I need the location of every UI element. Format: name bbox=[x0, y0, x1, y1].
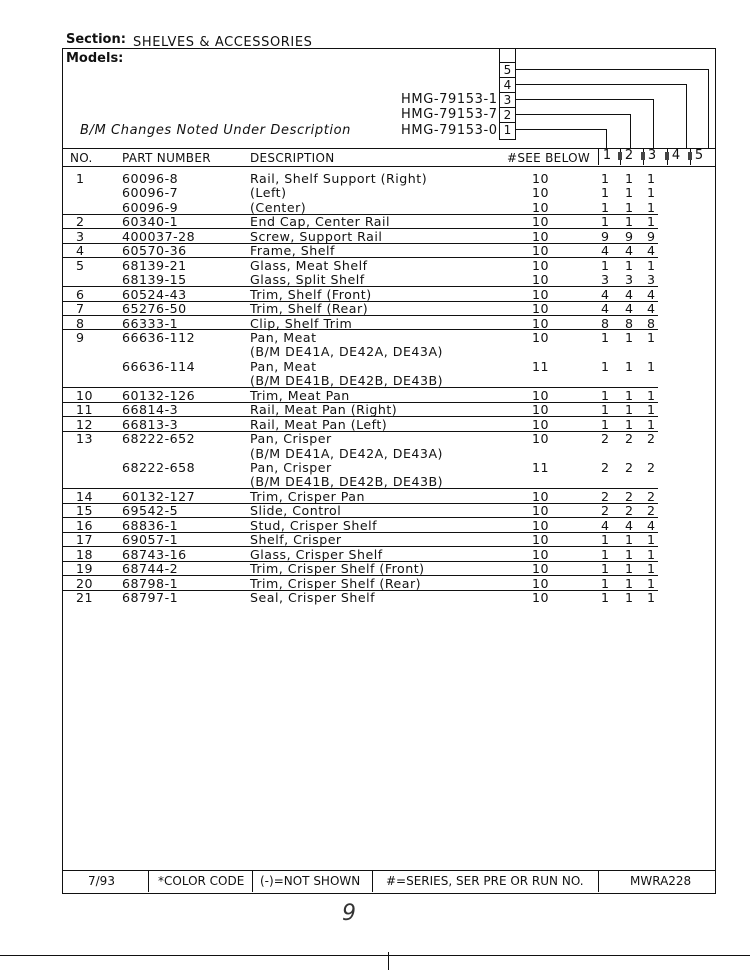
qty-col-1: 8 bbox=[601, 315, 610, 331]
part-number: 68743-16 bbox=[122, 546, 187, 562]
table-row bbox=[62, 330, 716, 345]
page-tick-mark bbox=[388, 952, 389, 970]
header-col-label: 1 bbox=[602, 148, 612, 163]
qty-col-3: 1 bbox=[647, 329, 656, 345]
qty-col-2: 1 bbox=[625, 214, 634, 230]
description: Clip, Shelf Trim bbox=[250, 315, 353, 331]
qty-col-2: 1 bbox=[625, 257, 634, 273]
leader-line bbox=[516, 99, 653, 100]
see-below-code: 10 bbox=[532, 488, 550, 504]
table-row-note bbox=[62, 474, 716, 489]
leader-line bbox=[708, 69, 709, 148]
see-below-code: 10 bbox=[532, 561, 550, 577]
see-below-code: 10 bbox=[532, 214, 550, 230]
see-below-code: 10 bbox=[532, 228, 550, 244]
qty-col-2: 1 bbox=[625, 402, 634, 418]
see-below-code: 10 bbox=[532, 272, 550, 288]
qty-col-2: 1 bbox=[625, 171, 634, 186]
header-top-rule bbox=[62, 148, 716, 149]
qty-col-3: 8 bbox=[647, 315, 656, 331]
qty-col-2: 1 bbox=[625, 185, 634, 201]
qty-col-2: 2 bbox=[625, 488, 634, 504]
table-row bbox=[62, 388, 716, 403]
qty-col-3: 1 bbox=[647, 387, 656, 403]
qty-col-3: 2 bbox=[647, 503, 656, 519]
description: Shelf, Crisper bbox=[250, 532, 342, 548]
part-number: 60570-36 bbox=[122, 243, 187, 259]
table-row bbox=[62, 417, 716, 432]
qty-col-1: 1 bbox=[601, 185, 610, 201]
qty-col-1: 4 bbox=[601, 286, 610, 302]
part-number: 68222-658 bbox=[122, 460, 196, 475]
description: Trim, Crisper Pan bbox=[250, 488, 365, 504]
qty-col-1: 1 bbox=[601, 416, 610, 432]
see-below-code: 11 bbox=[532, 358, 550, 374]
qty-col-2: 2 bbox=[625, 460, 634, 475]
qty-col-1: 1 bbox=[601, 199, 610, 215]
part-number: 68139-21 bbox=[122, 257, 187, 273]
description: Glass, Meat Shelf bbox=[250, 257, 368, 273]
description: Rail, Shelf Support (Right) bbox=[250, 171, 428, 186]
qty-col-2: 1 bbox=[625, 546, 634, 562]
see-below-code: 10 bbox=[532, 185, 550, 201]
item-number: 18 bbox=[76, 546, 94, 562]
part-number: 60132-127 bbox=[122, 488, 196, 504]
bm-changes-note: B/M Changes Noted Under Description bbox=[80, 123, 352, 138]
description: Trim, Shelf (Front) bbox=[250, 286, 372, 302]
description: Slide, Control bbox=[250, 503, 342, 519]
qty-col-3: 1 bbox=[647, 185, 656, 201]
qty-col-1: 1 bbox=[601, 171, 610, 186]
see-below-code: 10 bbox=[532, 199, 550, 215]
item-number: 21 bbox=[76, 590, 94, 606]
description: Pan, Meat bbox=[250, 358, 317, 374]
qty-col-1: 1 bbox=[601, 257, 610, 273]
qty-col-2: 1 bbox=[625, 416, 634, 432]
part-number: 68797-1 bbox=[122, 590, 179, 606]
part-number: 66814-3 bbox=[122, 402, 179, 418]
see-below-code: 10 bbox=[532, 503, 550, 519]
table-row bbox=[62, 214, 716, 229]
header-col-2 bbox=[620, 148, 637, 165]
leader-line bbox=[516, 129, 606, 130]
table-row bbox=[62, 171, 716, 186]
table-row bbox=[62, 590, 716, 605]
see-below-code: 10 bbox=[532, 243, 550, 259]
part-number: 66333-1 bbox=[122, 315, 179, 331]
model-number: HMG-79153-7 bbox=[401, 107, 498, 122]
qty-col-2: 1 bbox=[625, 590, 634, 606]
see-below-code: 10 bbox=[532, 517, 550, 533]
qty-col-1: 4 bbox=[601, 243, 610, 259]
footer-date: 7/93 bbox=[88, 874, 115, 888]
header-col-5 bbox=[690, 148, 707, 165]
table-row bbox=[62, 503, 716, 518]
see-below-code: 10 bbox=[532, 171, 550, 186]
footer-rule bbox=[62, 870, 716, 871]
description: Frame, Shelf bbox=[250, 243, 335, 259]
footer-separator bbox=[372, 870, 373, 892]
description: (B/M DE41B, DE42B, DE43B) bbox=[250, 474, 444, 490]
footer-doc-id: MWRA228 bbox=[630, 874, 692, 888]
qty-col-2: 1 bbox=[625, 329, 634, 345]
see-below-code: 10 bbox=[532, 315, 550, 331]
see-below-code: 10 bbox=[532, 431, 550, 447]
qty-col-3: 4 bbox=[647, 517, 656, 533]
description: End Cap, Center Rail bbox=[250, 214, 391, 230]
qty-col-1: 1 bbox=[601, 329, 610, 345]
section-label: Section: bbox=[66, 32, 126, 47]
item-number: 9 bbox=[76, 329, 85, 345]
table-row bbox=[62, 576, 716, 591]
footer-color-code: *COLOR CODE bbox=[158, 874, 245, 888]
header-col-label: 2 bbox=[624, 148, 634, 163]
qty-col-2: 1 bbox=[625, 358, 634, 374]
qty-col-2: 1 bbox=[625, 199, 634, 215]
model-column-box-4: 4 bbox=[499, 77, 516, 92]
page-bottom-rule bbox=[0, 955, 750, 956]
part-number: 69542-5 bbox=[122, 503, 179, 519]
qty-col-2: 1 bbox=[625, 532, 634, 548]
item-number: 16 bbox=[76, 517, 94, 533]
qty-col-3: 1 bbox=[647, 532, 656, 548]
header-no: NO. bbox=[70, 151, 93, 165]
qty-col-3: 2 bbox=[647, 460, 656, 475]
leader-line bbox=[630, 114, 631, 148]
part-number: 400037-28 bbox=[122, 228, 196, 244]
qty-col-3: 1 bbox=[647, 402, 656, 418]
part-number: 60132-126 bbox=[122, 387, 196, 403]
qty-col-3: 1 bbox=[647, 575, 656, 591]
item-number: 15 bbox=[76, 503, 94, 519]
qty-col-3: 1 bbox=[647, 214, 656, 230]
qty-col-3: 9 bbox=[647, 228, 656, 244]
qty-col-2: 2 bbox=[625, 431, 634, 447]
description: (Center) bbox=[250, 199, 307, 215]
see-below-code: 10 bbox=[532, 329, 550, 345]
description: Rail, Meat Pan (Left) bbox=[250, 416, 388, 432]
header-col-label: 4 bbox=[671, 148, 681, 163]
part-number: 60096-8 bbox=[122, 171, 179, 186]
item-number: 11 bbox=[76, 402, 94, 418]
description: Stud, Crisper Shelf bbox=[250, 517, 378, 533]
qty-col-3: 1 bbox=[647, 561, 656, 577]
leader-line bbox=[606, 129, 607, 148]
item-number: 14 bbox=[76, 488, 94, 504]
item-number: 12 bbox=[76, 416, 94, 432]
table-row bbox=[62, 200, 716, 215]
qty-col-3: 3 bbox=[647, 272, 656, 288]
item-number: 17 bbox=[76, 532, 94, 548]
qty-col-3: 1 bbox=[647, 358, 656, 374]
header-col-label: 5 bbox=[694, 148, 704, 163]
col-marker-icon bbox=[641, 152, 645, 160]
description: Glass, Crisper Shelf bbox=[250, 546, 383, 562]
qty-col-1: 1 bbox=[601, 402, 610, 418]
see-below-code: 10 bbox=[532, 257, 550, 273]
description: Seal, Crisper Shelf bbox=[250, 590, 376, 606]
see-below-code: 10 bbox=[532, 301, 550, 317]
table-row bbox=[62, 243, 716, 258]
table-row bbox=[62, 185, 716, 200]
item-number: 6 bbox=[76, 286, 85, 302]
table-row bbox=[62, 561, 716, 576]
leader-line bbox=[516, 114, 630, 115]
table-row bbox=[62, 272, 716, 287]
description: Trim, Shelf (Rear) bbox=[250, 301, 369, 317]
qty-col-2: 8 bbox=[625, 315, 634, 331]
part-number: 66813-3 bbox=[122, 416, 179, 432]
part-number: 69057-1 bbox=[122, 532, 179, 548]
part-number: 65276-50 bbox=[122, 301, 187, 317]
qty-col-1: 2 bbox=[601, 460, 610, 475]
header-col-label: 3 bbox=[647, 148, 657, 163]
description: (B/M DE41A, DE42A, DE43A) bbox=[250, 445, 443, 461]
part-number: 68139-15 bbox=[122, 272, 187, 288]
qty-col-1: 1 bbox=[601, 546, 610, 562]
part-number: 60524-43 bbox=[122, 286, 187, 302]
qty-col-2: 4 bbox=[625, 517, 634, 533]
see-below-code: 10 bbox=[532, 590, 550, 606]
part-number: 60340-1 bbox=[122, 214, 179, 230]
description: (Left) bbox=[250, 185, 287, 201]
table-row bbox=[62, 402, 716, 417]
item-number: 4 bbox=[76, 243, 85, 259]
description: Pan, Meat bbox=[250, 329, 317, 345]
qty-col-2: 2 bbox=[625, 503, 634, 519]
qty-col-2: 3 bbox=[625, 272, 634, 288]
qty-col-1: 1 bbox=[601, 358, 610, 374]
item-number: 1 bbox=[76, 171, 85, 186]
qty-col-2: 1 bbox=[625, 575, 634, 591]
header-description: DESCRIPTION bbox=[250, 151, 335, 165]
qty-col-2: 1 bbox=[625, 561, 634, 577]
footer-series-legend: #=SERIES, SER PRE OR RUN NO. bbox=[386, 874, 584, 888]
footer-separator bbox=[148, 870, 149, 892]
description: Glass, Split Shelf bbox=[250, 272, 365, 288]
header-see-below: #SEE BELOW bbox=[507, 151, 591, 165]
item-number: 3 bbox=[76, 228, 85, 244]
footer-separator bbox=[252, 870, 253, 892]
table-row bbox=[62, 547, 716, 562]
see-below-code: 10 bbox=[532, 286, 550, 302]
qty-col-3: 4 bbox=[647, 301, 656, 317]
handwritten-page-mark: 9 bbox=[342, 901, 356, 926]
table-row bbox=[62, 316, 716, 331]
part-number: 68744-2 bbox=[122, 561, 179, 577]
qty-col-3: 1 bbox=[647, 590, 656, 606]
qty-col-2: 4 bbox=[625, 243, 634, 259]
item-number: 7 bbox=[76, 301, 85, 317]
item-number: 2 bbox=[76, 214, 85, 230]
description: Pan, Crisper bbox=[250, 460, 332, 475]
qty-col-2: 4 bbox=[625, 301, 634, 317]
description: Rail, Meat Pan (Right) bbox=[250, 402, 398, 418]
header-col-4 bbox=[667, 148, 684, 165]
see-below-code: 10 bbox=[532, 532, 550, 548]
qty-col-3: 1 bbox=[647, 546, 656, 562]
qty-col-3: 1 bbox=[647, 257, 656, 273]
table-row bbox=[62, 258, 716, 273]
qty-col-3: 1 bbox=[647, 416, 656, 432]
part-number: 66636-112 bbox=[122, 329, 196, 345]
model-column-box-3: 3 bbox=[499, 92, 516, 107]
qty-col-1: 3 bbox=[601, 272, 610, 288]
description: Trim, Crisper Shelf (Rear) bbox=[250, 575, 422, 591]
header-col-3 bbox=[643, 148, 660, 165]
see-below-code: 10 bbox=[532, 575, 550, 591]
item-number: 19 bbox=[76, 561, 94, 577]
header-col-1 bbox=[598, 148, 615, 165]
qty-col-1: 1 bbox=[601, 214, 610, 230]
part-number: 68798-1 bbox=[122, 575, 179, 591]
model-column-box-2: 2 bbox=[499, 107, 516, 122]
description: Screw, Support Rail bbox=[250, 228, 383, 244]
qty-col-3: 4 bbox=[647, 286, 656, 302]
qty-col-1: 2 bbox=[601, 431, 610, 447]
header-part-number: PART NUMBER bbox=[122, 151, 211, 165]
table-row bbox=[62, 532, 716, 547]
table-row bbox=[62, 359, 716, 374]
model-number: HMG-79153-0 bbox=[401, 123, 498, 138]
part-number: 60096-7 bbox=[122, 185, 179, 201]
table-row bbox=[62, 489, 716, 504]
see-below-code: 10 bbox=[532, 387, 550, 403]
table-row bbox=[62, 287, 716, 302]
leader-line bbox=[653, 99, 654, 148]
qty-col-3: 1 bbox=[647, 171, 656, 186]
section-title: SHELVES & ACCESSORIES bbox=[133, 35, 313, 50]
qty-col-1: 1 bbox=[601, 532, 610, 548]
qty-col-1: 2 bbox=[601, 503, 610, 519]
qty-col-2: 9 bbox=[625, 228, 634, 244]
qty-col-1: 2 bbox=[601, 488, 610, 504]
qty-col-1: 4 bbox=[601, 517, 610, 533]
qty-col-1: 4 bbox=[601, 301, 610, 317]
item-number: 13 bbox=[76, 431, 94, 447]
table-row bbox=[62, 301, 716, 316]
qty-col-1: 1 bbox=[601, 561, 610, 577]
description: (B/M DE41A, DE42A, DE43A) bbox=[250, 344, 443, 360]
qty-col-3: 2 bbox=[647, 431, 656, 447]
qty-col-3: 1 bbox=[647, 199, 656, 215]
leader-line bbox=[516, 69, 708, 70]
qty-col-1: 1 bbox=[601, 575, 610, 591]
part-number: 68836-1 bbox=[122, 517, 179, 533]
qty-col-3: 2 bbox=[647, 488, 656, 504]
see-below-code: 11 bbox=[532, 460, 550, 475]
model-number: HMG-79153-1 bbox=[401, 92, 498, 107]
description: (B/M DE41B, DE42B, DE43B) bbox=[250, 373, 444, 389]
qty-col-1: 1 bbox=[601, 387, 610, 403]
footer-not-shown: (-)=NOT SHOWN bbox=[260, 874, 361, 888]
part-number: 68222-652 bbox=[122, 431, 196, 447]
table-row bbox=[62, 460, 716, 475]
qty-col-2: 1 bbox=[625, 387, 634, 403]
col-marker-icon bbox=[665, 152, 669, 160]
model-column-box-5: 5 bbox=[499, 62, 516, 77]
model-column-box-1: 1 bbox=[499, 122, 516, 137]
table-row bbox=[62, 518, 716, 533]
description: Pan, Crisper bbox=[250, 431, 332, 447]
item-number: 20 bbox=[76, 575, 94, 591]
table-row-note bbox=[62, 373, 716, 388]
qty-col-2: 4 bbox=[625, 286, 634, 302]
table-row-note bbox=[62, 344, 716, 359]
see-below-code: 10 bbox=[532, 402, 550, 418]
col-marker-icon bbox=[618, 152, 622, 160]
col-marker-icon bbox=[688, 152, 692, 160]
part-number: 60096-9 bbox=[122, 199, 179, 215]
item-number: 5 bbox=[76, 257, 85, 273]
see-below-code: 10 bbox=[532, 546, 550, 562]
item-number: 10 bbox=[76, 387, 94, 403]
footer-separator bbox=[598, 870, 599, 892]
description: Trim, Crisper Shelf (Front) bbox=[250, 561, 425, 577]
table-row bbox=[62, 229, 716, 244]
description: Trim, Meat Pan bbox=[250, 387, 350, 403]
see-below-code: 10 bbox=[532, 416, 550, 432]
table-row bbox=[62, 431, 716, 446]
header-bottom-rule bbox=[62, 166, 716, 167]
table-row-note bbox=[62, 446, 716, 461]
leader-line bbox=[516, 84, 686, 85]
qty-col-1: 1 bbox=[601, 590, 610, 606]
qty-col-3: 4 bbox=[647, 243, 656, 259]
models-label: Models: bbox=[66, 51, 124, 66]
part-number: 66636-114 bbox=[122, 358, 196, 374]
leader-line bbox=[686, 84, 687, 148]
qty-col-1: 9 bbox=[601, 228, 610, 244]
item-number: 8 bbox=[76, 315, 85, 331]
